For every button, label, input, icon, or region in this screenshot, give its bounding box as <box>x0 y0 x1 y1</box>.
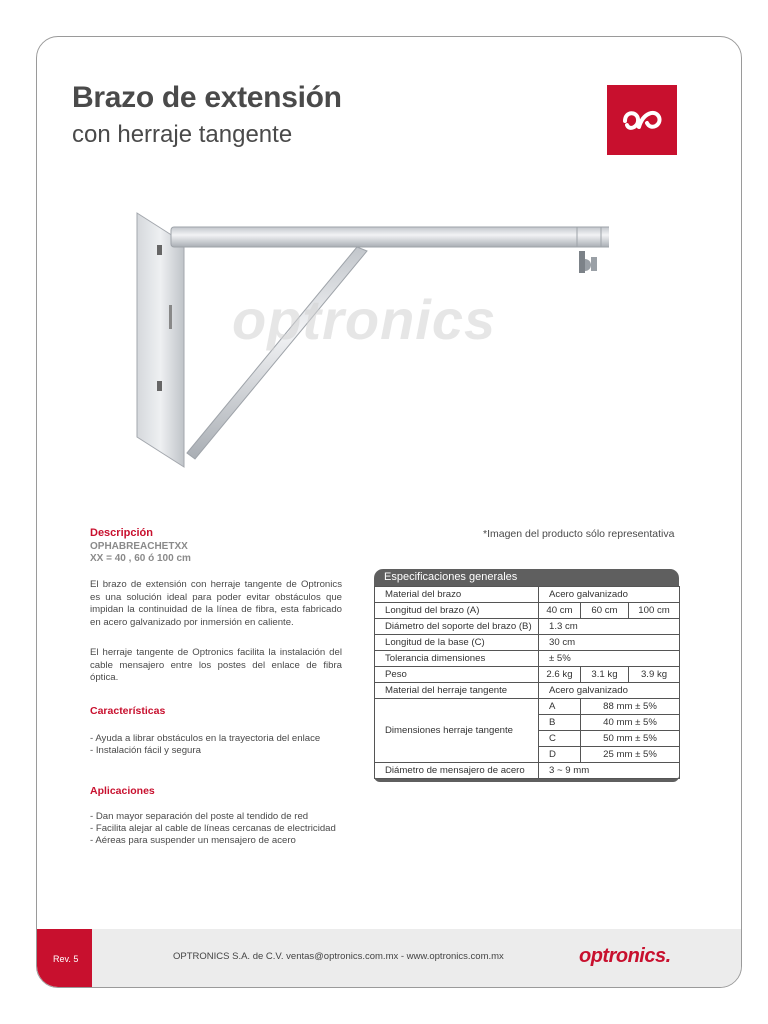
dimension-value: 88 mm ± 5% <box>581 699 680 715</box>
list-item: - Facilita alejar al cable de líneas cercanas de electricidad <box>90 823 336 834</box>
spec-value: Acero galvanizado <box>539 683 680 699</box>
features-heading: Características <box>90 705 166 717</box>
dimension-key: A <box>539 699 581 715</box>
spec-label: Peso <box>375 667 539 683</box>
table-row <box>375 587 680 603</box>
photo-note: *Imagen del producto sólo representativa <box>483 528 675 540</box>
spec-label: Material del herraje tangente <box>375 683 539 699</box>
dimension-key: B <box>539 715 581 731</box>
list-item: - Aéreas para suspender un mensajero de acero <box>90 835 296 846</box>
list-item: - Instalación fácil y segura <box>90 745 201 756</box>
brand-logo <box>607 85 677 155</box>
spec-value: ± 5% <box>539 651 680 667</box>
specs-bottom-edge <box>374 776 679 782</box>
table-row <box>375 619 680 635</box>
table-row <box>375 667 680 683</box>
applications-heading: Aplicaciones <box>90 785 155 797</box>
dimension-value: 25 mm ± 5% <box>581 747 680 763</box>
spec-label: Diámetro del soporte del brazo (B) <box>375 619 539 635</box>
spec-label: Diámetro de mensajero de acero <box>375 763 539 779</box>
table-row <box>375 651 680 667</box>
spec-value: Acero galvanizado <box>539 587 680 603</box>
brand-watermark: optronics <box>232 288 497 351</box>
features-list <box>90 733 320 757</box>
description-paragraph-2: El herraje tangente de Optronics facilita la instalación del cable mensajero entre los postes del enlace de fibra óptica. <box>90 647 342 683</box>
page-title: Brazo de extensión <box>72 81 342 114</box>
spec-label: Longitud del brazo (A) <box>375 603 539 619</box>
dimension-key: C <box>539 731 581 747</box>
dimension-value: 40 mm ± 5% <box>581 715 680 731</box>
spec-value: 30 cm <box>539 635 680 651</box>
specs-heading: Especificaciones generales <box>374 569 679 586</box>
spec-label: Dimensiones herraje tangente <box>375 699 539 763</box>
spec-value: 2.6 kg <box>539 667 581 683</box>
spec-value: 3 ~ 9 mm <box>539 763 680 779</box>
spec-value: 60 cm <box>581 603 629 619</box>
product-variants: XX = 40 , 60 ó 100 cm <box>90 553 191 564</box>
table-row <box>375 699 680 715</box>
footer-logo: optronics. <box>579 945 671 967</box>
spec-value: 100 cm <box>629 603 680 619</box>
page-subtitle: con herraje tangente <box>72 121 293 148</box>
spec-label: Material del brazo <box>375 587 539 603</box>
footer-contact: OPTRONICS S.A. de C.V. ventas@optronics.com.mx - www.optronics.com.mx <box>173 951 504 962</box>
datasheet-card <box>36 36 742 988</box>
spec-value: 3.9 kg <box>629 667 680 683</box>
specs-table <box>374 569 679 782</box>
list-item: - Dan mayor separación del poste al tendido de red <box>90 811 309 822</box>
table-row <box>375 603 680 619</box>
table-row <box>375 683 680 699</box>
table-row <box>375 635 680 651</box>
spec-label: Longitud de la base (C) <box>375 635 539 651</box>
spec-value: 1.3 cm <box>539 619 680 635</box>
revision-badge: Rev. 5 <box>37 929 92 988</box>
spec-label: Tolerancia dimensiones <box>375 651 539 667</box>
product-code <box>90 541 191 565</box>
description-paragraph-1: El brazo de extensión con herraje tangente de Optronics es una solución ideal para poder evitar obstáculos que impidan la continuidad de la línea de fibra, esta fabricado en acero galvanizado por inmersión en caliente. <box>90 579 342 628</box>
spec-value: 40 cm <box>539 603 581 619</box>
spec-value: 3.1 kg <box>581 667 629 683</box>
list-item: - Ayuda a librar obstáculos en la trayectoria del enlace <box>90 733 321 744</box>
applications-list <box>90 811 336 847</box>
optronics-mark-icon <box>621 105 665 135</box>
page-footer <box>37 929 742 988</box>
product-code-value: OPHABREACHETXX <box>90 541 188 552</box>
dimension-key: D <box>539 747 581 763</box>
specs-grid <box>374 586 680 779</box>
description-heading: Descripción <box>90 527 153 539</box>
dimension-value: 50 mm ± 5% <box>581 731 680 747</box>
